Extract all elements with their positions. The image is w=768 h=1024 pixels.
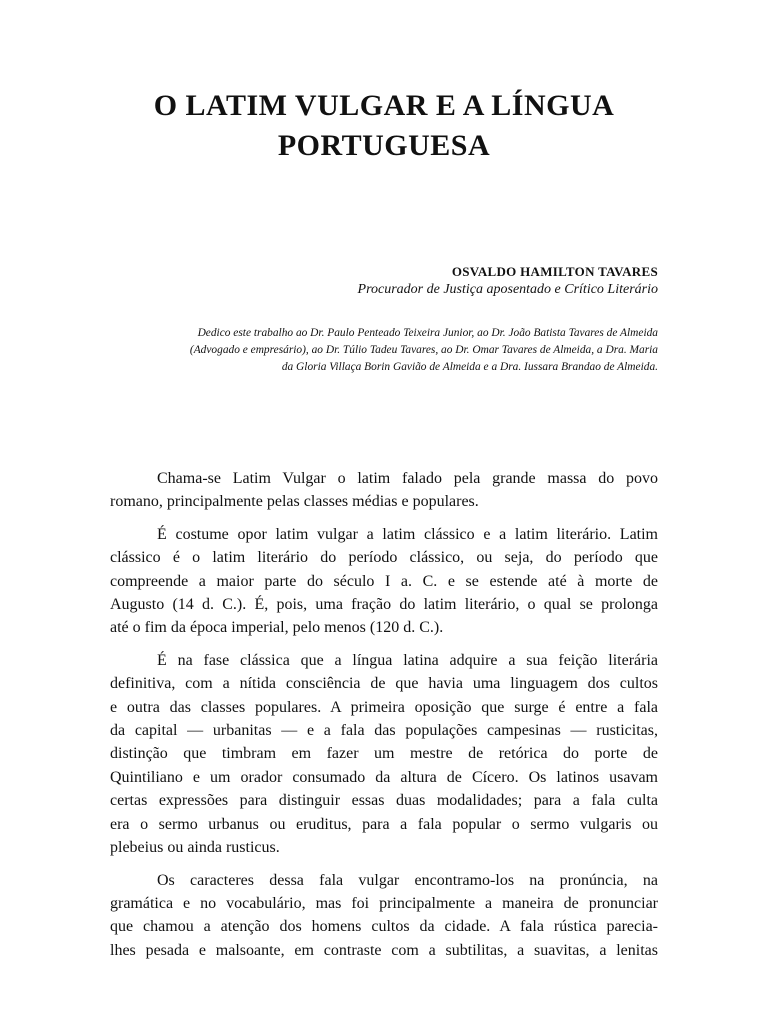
- text-line: distinção que timbram em fazer um mestre de retórica do porte de: [110, 745, 658, 763]
- text-line: romano, principalmente pelas classes médias e populares.: [110, 493, 479, 511]
- dedication-line: Dedico este trabalho ao Dr. Paulo Penteado Teixeira Junior, ao Dr. João Batista Tavares de Almeida: [197, 327, 658, 339]
- text-line: Chama-se Latim Vulgar o latim falado pela grande massa do povo: [157, 470, 658, 487]
- text-line: Quintiliano e um orador consumado da altura de Cícero. Os latinos usavam: [110, 768, 658, 786]
- document-title: [100, 86, 668, 166]
- paragraph-1: [110, 467, 658, 514]
- text-line: É costume opor latim vulgar a latim clássico e a latim literário. Latim: [157, 525, 658, 543]
- paragraph-2: [110, 523, 658, 640]
- author-name: OSVALDO HAMILTON TAVARES: [451, 264, 658, 279]
- dedication-line: (Advogado e empresário), ao Dr. Túlio Tadeu Tavares, ao Dr. Omar Tavares de Almeida, a Dra. Maria: [189, 343, 658, 356]
- text-line: clássico é o latim literário do período clássico, ou seja, do período que: [110, 549, 658, 567]
- text-line: que chamou a atenção dos homens cultos da cidade. A fala rústica parecia-: [110, 918, 658, 936]
- author-role: Procurador de Justiça aposentado e Crítico Literário: [357, 282, 658, 297]
- text-line: e outra das classes populares. A primeira oposição que surge é entre a fala: [110, 698, 658, 716]
- dedication-line: da Gloria Villaça Borin Gavião de Almeida e a Dra. Iussara Brandao de Almeida.: [281, 360, 658, 373]
- text-line: lhes pesada e malsoante, em contraste com a subtilitas, a suavitas, a lenitas: [110, 941, 658, 959]
- text-line: certas expressões para distinguir essas duas modalidades; para a fala culta: [110, 792, 658, 810]
- body-text: [110, 467, 658, 971]
- text-line: definitiva, com a nítida consciência de que havia uma linguagem dos cultos: [110, 675, 658, 693]
- text-line: era o sermo urbanus ou eruditus, para a fala popular o sermo vulgaris ou: [110, 815, 658, 833]
- text-line: compreende a maior parte do século I a. C. e se estende até à morte de: [110, 572, 658, 590]
- paragraph-4: [110, 869, 658, 963]
- text-line: É na fase clássica que a língua latina adquire a sua feição literária: [157, 651, 658, 669]
- title-line-2: PORTUGUESA: [277, 129, 491, 162]
- title-line-1: O LATIM VULGAR E A LÍNGUA: [153, 89, 615, 122]
- text-line: até o fim da época imperial, pelo menos (120 d. C.).: [110, 619, 444, 637]
- text-line: Augusto (14 d. C.). É, pois, uma fração do latim literário, o qual se prolonga: [110, 596, 658, 614]
- dedication: [110, 325, 658, 375]
- author-block: [200, 263, 658, 299]
- text-line: gramática e no vocabulário, mas foi principalmente a maneira de pronunciar: [110, 894, 658, 912]
- text-line: Os caracteres dessa fala vulgar encontramo-los na pronúncia, na: [157, 871, 658, 889]
- paragraph-3: [110, 649, 658, 860]
- text-line: plebeius ou ainda rusticus.: [110, 839, 280, 857]
- text-line: da capital — urbanitas — e a fala das populações campesinas — rusticitas,: [110, 722, 658, 740]
